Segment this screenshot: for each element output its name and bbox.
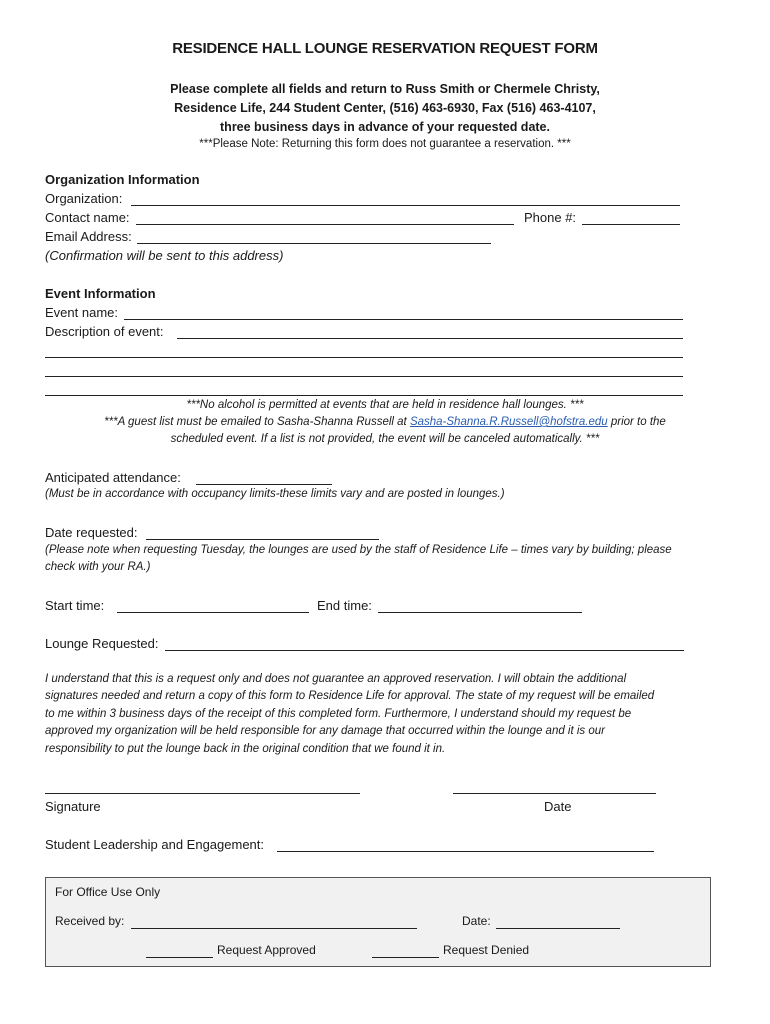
guest-list-note-line-2: scheduled event. If a list is not provided, the event will be canceled automatically. ***	[170, 433, 600, 445]
contact-name-field[interactable]	[136, 224, 514, 225]
start-time-field[interactable]	[117, 612, 309, 613]
event-name-label: Event name:	[45, 305, 118, 320]
student-leadership-label: Student Leadership and Engagement:	[45, 837, 265, 852]
request-denied-field[interactable]	[372, 957, 439, 958]
lounge-requested-field[interactable]	[165, 650, 684, 651]
lounge-requested-label: Lounge Requested:	[45, 636, 159, 651]
start-time-label: Start time:	[45, 598, 105, 613]
reservation-note: ***Please Note: Returning this form does not guarantee a reservation. ***	[199, 138, 571, 150]
signature-date-field[interactable]	[453, 793, 656, 794]
end-time-label: End time:	[317, 598, 372, 613]
request-approved-label: Request Approved	[217, 943, 316, 957]
office-use-box	[45, 877, 711, 967]
attendance-label: Anticipated attendance:	[45, 470, 181, 485]
guest-list-note-suffix: prior to the	[607, 416, 666, 428]
guest-list-email-link[interactable]: Sasha-Shanna.R.Russell@hofstra.edu	[409, 416, 608, 428]
date-note-line-2: check with your RA.)	[45, 561, 151, 573]
event-description-line-2[interactable]	[45, 357, 683, 358]
request-denied-label: Request Denied	[443, 943, 530, 957]
organization-field[interactable]	[131, 205, 680, 206]
agreement-line-4: approved my organization will be held responsible for any damage that occurred within the lounge and it is our	[45, 725, 605, 737]
received-by-label: Received by:	[55, 914, 125, 928]
agreement-line-2: signatures needed and return a copy of this form to Residence Life for approval. The state of my request will be emailed	[45, 690, 655, 702]
event-heading: Event Information	[45, 286, 156, 301]
attendance-note: (Must be in accordance with occupancy limits-these limits vary and are posted in lounges.)	[45, 488, 505, 500]
event-description-line-3[interactable]	[45, 376, 683, 377]
date-note-line-1: (Please note when requesting Tuesday, the lounges are used by the staff of Residence Life – times vary by building; please	[45, 544, 672, 556]
agreement-line-1: I understand that this is a request only and does not guarantee an approved reservation. I will obtain the additional	[45, 673, 627, 685]
confirmation-note: (Confirmation will be sent to this address)	[45, 248, 284, 263]
office-date-field[interactable]	[496, 928, 620, 929]
agreement-line-3: to me within 3 business days of the receipt of this completed form. Furthermore, I understand should my request be	[45, 708, 632, 720]
event-description-line-4[interactable]	[45, 395, 683, 396]
guest-list-note	[0, 416, 770, 428]
contact-name-label: Contact name:	[45, 210, 130, 225]
office-use-heading: For Office Use Only	[55, 885, 161, 899]
event-name-field[interactable]	[124, 319, 683, 320]
phone-field[interactable]	[582, 224, 680, 225]
signature-field[interactable]	[45, 793, 360, 794]
guest-list-note-prefix: ***A guest list must be emailed to Sasha-Shanna Russell at	[104, 416, 410, 428]
office-date-label: Date:	[462, 914, 491, 928]
organization-heading: Organization Information	[45, 172, 200, 187]
intro-line-1: Please complete all fields and return to Russ Smith or Chermele Christy,	[170, 82, 600, 96]
event-description-field[interactable]	[177, 338, 683, 339]
received-by-field[interactable]	[131, 928, 417, 929]
email-label: Email Address:	[45, 229, 132, 244]
attendance-field[interactable]	[196, 484, 332, 485]
organization-label: Organization:	[45, 191, 123, 206]
intro-line-2: Residence Life, 244 Student Center, (516) 463-6930, Fax (516) 463-4107,	[174, 101, 596, 115]
event-description-label: Description of event:	[45, 324, 164, 339]
phone-label: Phone #:	[524, 210, 577, 225]
signature-label: Signature	[45, 799, 101, 814]
end-time-field[interactable]	[378, 612, 582, 613]
signature-date-label: Date	[544, 799, 572, 814]
agreement-line-5: responsibility to put the lounge back in the original condition that we found it in.	[45, 743, 446, 755]
alcohol-note: ***No alcohol is permitted at events that are held in residence hall lounges. ***	[186, 399, 584, 411]
student-leadership-field[interactable]	[277, 851, 654, 852]
request-approved-field[interactable]	[146, 957, 213, 958]
form-title: RESIDENCE HALL LOUNGE RESERVATION REQUEST FORM	[172, 40, 598, 57]
intro-line-3: three business days in advance of your requested date.	[220, 120, 550, 134]
email-field[interactable]	[137, 243, 491, 244]
date-requested-label: Date requested:	[45, 525, 138, 540]
date-requested-field[interactable]	[146, 539, 379, 540]
